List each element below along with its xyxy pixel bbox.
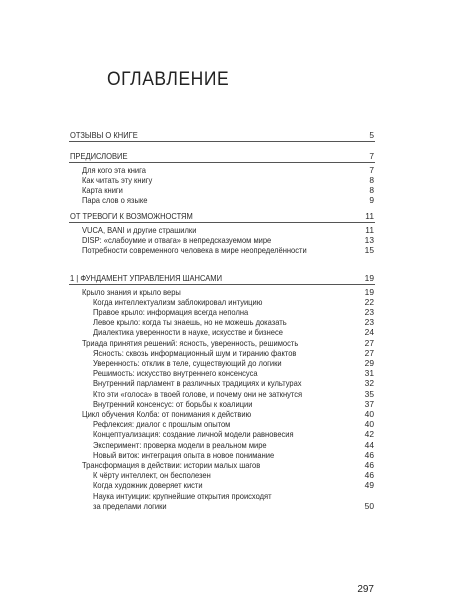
toc-entry-title: Эксперимент: проверка модели в реальном мире bbox=[93, 439, 267, 450]
toc-entry-title: VUCA, BANI и другие страшилки bbox=[82, 224, 197, 235]
toc-entry-title: DISP: «слабоумие и отвага» в непредсказуемом мире bbox=[82, 234, 272, 245]
section-divider bbox=[69, 222, 375, 223]
toc-entry-page: 22 bbox=[364, 296, 374, 307]
page-number: 297 bbox=[357, 584, 374, 595]
toc-entry-page: 50 bbox=[364, 500, 374, 511]
toc-entry-page: 7 bbox=[369, 151, 374, 161]
toc-entry-page: 31 bbox=[364, 368, 374, 379]
section-divider bbox=[69, 141, 375, 142]
toc-entry-title: Левое крыло: когда ты знаешь, но не можешь доказать bbox=[93, 317, 287, 328]
toc-entry-title: Новый виток: интеграция опыта в новое понимание bbox=[93, 449, 275, 460]
toc-entry-page: 19 bbox=[364, 273, 374, 283]
toc-entry-title: Концептуализация: создание личной модели равновесия bbox=[93, 429, 294, 440]
toc-entry-title: Правое крыло: информация всегда неполна bbox=[93, 306, 249, 317]
toc-entry-page: 23 bbox=[364, 317, 374, 328]
toc-entry-page: 8 bbox=[369, 184, 374, 195]
toc-entry-title: Кто эти «голоса» в твоей голове, и почему они не заткнутся bbox=[93, 388, 303, 399]
section-divider bbox=[69, 284, 375, 285]
toc-entry-page: 40 bbox=[364, 408, 374, 419]
toc-entry-page: 42 bbox=[364, 429, 374, 440]
toc-entry-page: 29 bbox=[364, 357, 374, 368]
toc-entry-page: 35 bbox=[364, 388, 374, 399]
toc-entry-title: Внутренний парламент в различных традициях и культурах bbox=[93, 378, 302, 389]
toc-entry-page: 49 bbox=[364, 480, 374, 491]
toc-entry-title: 1 | ФУНДАМЕНТ УПРАВЛЕНИЯ ШАНСАМИ bbox=[70, 273, 223, 283]
toc-entry-title: Как читать эту книгу bbox=[82, 174, 153, 185]
toc-entry-page: 46 bbox=[364, 449, 374, 460]
toc-entry bbox=[0, 195, 450, 206]
toc-entry-page: 23 bbox=[364, 306, 374, 317]
toc-chapter-entry bbox=[0, 130, 450, 141]
toc-entry-page: 40 bbox=[364, 419, 374, 430]
toc-entry-title: ОТ ТРЕВОГИ К ВОЗМОЖНОСТЯМ bbox=[70, 211, 193, 221]
page-title: ОГЛАВЛЕНИЕ bbox=[107, 69, 230, 90]
toc-entry-title: Крыло знания и крыло веры bbox=[82, 286, 181, 297]
toc-entry bbox=[0, 245, 450, 256]
toc-entry-page: 27 bbox=[364, 337, 374, 348]
toc-entry-title: Цикл обучения Колба: от понимания к действию bbox=[82, 408, 252, 419]
toc-entry-title: ПРЕДИСЛОВИЕ bbox=[70, 151, 128, 161]
toc-entry-title: Потребности современного человека в мире неопределённости bbox=[82, 244, 307, 255]
toc-entry-title: Триада принятия решений: ясность, уверенность, решимость bbox=[82, 337, 299, 348]
toc-entry-page: 5 bbox=[369, 130, 374, 140]
toc-entry-page: 7 bbox=[369, 164, 374, 175]
toc-entry-page: 44 bbox=[364, 439, 374, 450]
toc-entry-title: Уверенность: отклик в теле, существующий до логики bbox=[93, 357, 282, 368]
toc-entry-title: Карта книги bbox=[82, 184, 123, 195]
toc-entry-title: ОТЗЫВЫ О КНИГЕ bbox=[70, 130, 138, 140]
toc-entry-title: Решимость: искусство внутреннего консенсуса bbox=[93, 368, 258, 379]
toc-chapter-entry bbox=[0, 211, 450, 222]
toc-entry-title: Рефлексия: диалог с прошлым опытом bbox=[93, 419, 231, 430]
toc-entry-title: Внутренний консенсус: от борьбы к коалиции bbox=[93, 398, 253, 409]
toc-entry-title: Трансформация в действии: истории малых шагов bbox=[82, 459, 261, 470]
toc-chapter-entry bbox=[0, 151, 450, 162]
toc-entry-title: Когда художник доверяет кисти bbox=[93, 480, 203, 491]
toc-entry-page: 46 bbox=[364, 470, 374, 481]
toc-entry-page: 15 bbox=[364, 244, 374, 255]
toc-entry-page: 13 bbox=[364, 234, 374, 245]
toc-entry-title: Наука интуиции: крупнейшие открытия происходят bbox=[93, 490, 272, 501]
toc-entry-page: 37 bbox=[364, 398, 374, 409]
toc-entry-page: 32 bbox=[364, 378, 374, 389]
toc-entry-title: Когда интеллектуализм заблокировал интуицию bbox=[93, 296, 263, 307]
toc-entry-page: 24 bbox=[364, 327, 374, 338]
section-divider bbox=[69, 162, 375, 163]
toc-entry-title: Пара слов о языке bbox=[82, 195, 148, 206]
toc-entry-page: 9 bbox=[369, 195, 374, 206]
toc-entry bbox=[0, 501, 450, 512]
toc-entry-page: 11 bbox=[365, 211, 374, 221]
toc-chapter-entry bbox=[0, 273, 450, 284]
toc-entry-page: 46 bbox=[364, 459, 374, 470]
toc-entry-page: 27 bbox=[364, 347, 374, 358]
toc-entry-page: 19 bbox=[364, 286, 374, 297]
toc-entry-page: 8 bbox=[369, 174, 374, 185]
toc-entry-title: Для кого эта книга bbox=[82, 164, 146, 175]
toc-entry-page: 11 bbox=[365, 224, 374, 235]
toc-entry-title: Диалектика уверенности в науке, искусстве и бизнесе bbox=[93, 327, 283, 338]
toc-entry-title: за пределами логики bbox=[93, 500, 167, 511]
toc-entry-title: К чёрту интеллект, он бесполезен bbox=[93, 470, 211, 481]
toc-entry-title: Ясность: сквозь информационный шум и тиранию фактов bbox=[93, 347, 297, 358]
